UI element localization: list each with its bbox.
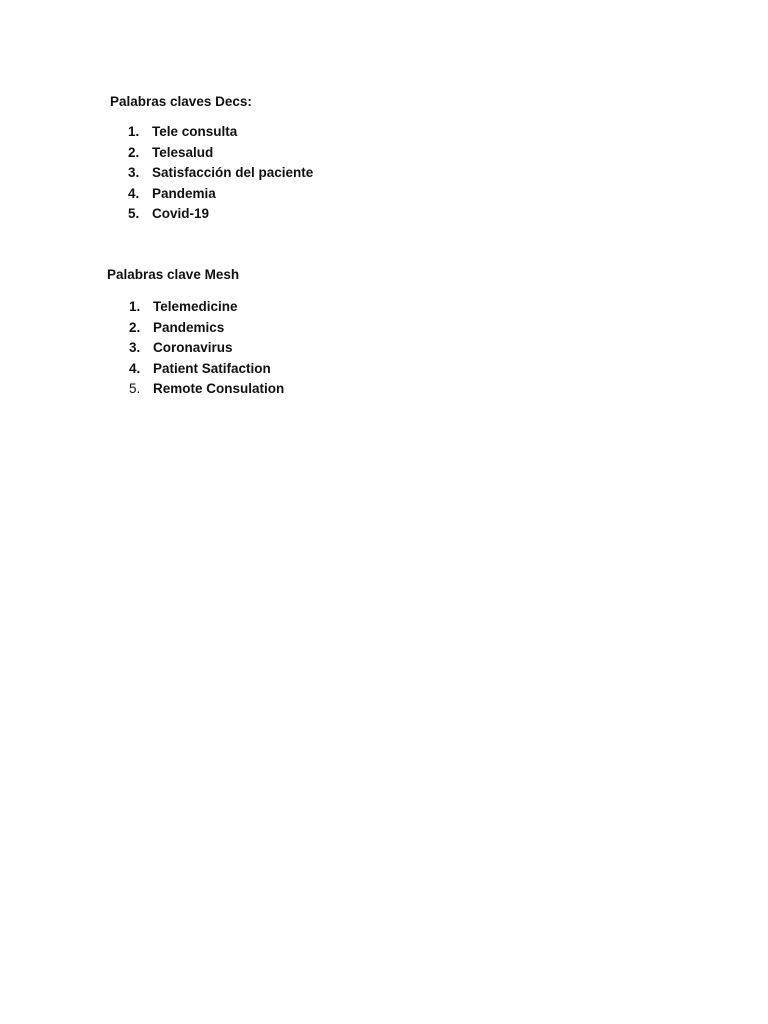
list-number: 1. xyxy=(128,124,140,139)
list-label: Pandemics xyxy=(153,319,225,335)
list-label: Remote Consulation xyxy=(153,381,285,396)
list-label: Telesalud xyxy=(152,144,214,160)
list-number: 4. xyxy=(128,185,140,201)
list-item xyxy=(128,204,313,225)
list-number: 3. xyxy=(129,340,141,355)
list-label: Satisfacción del paciente xyxy=(152,165,314,180)
list-item xyxy=(129,359,284,380)
list-number: 5. xyxy=(128,206,140,221)
list-number: 2. xyxy=(128,144,140,160)
decs-heading: Palabras claves Decs: xyxy=(110,94,252,109)
list-item xyxy=(129,297,284,318)
list-label: Covid-19 xyxy=(152,206,210,221)
decs-keyword-list xyxy=(128,122,313,225)
list-label: Pandemia xyxy=(152,185,216,201)
list-item xyxy=(129,379,284,400)
list-label: Telemedicine xyxy=(153,299,238,314)
list-item xyxy=(129,338,284,359)
list-label: Coronavirus xyxy=(153,340,233,355)
list-label: Tele consulta xyxy=(152,124,238,139)
mesh-heading: Palabras clave Mesh xyxy=(107,267,240,282)
list-item xyxy=(129,318,284,339)
list-item xyxy=(128,163,313,184)
list-number: 4. xyxy=(129,360,141,376)
list-number: 2. xyxy=(129,319,141,335)
list-label: Patient Satifaction xyxy=(153,360,271,376)
list-item xyxy=(128,122,313,143)
decs-keywords-section xyxy=(110,93,314,221)
mesh-keyword-list xyxy=(129,297,284,400)
mesh-keywords-section xyxy=(107,266,285,396)
list-number: 1. xyxy=(129,299,141,314)
list-item xyxy=(128,184,313,205)
list-item xyxy=(128,143,313,164)
list-number: 5. xyxy=(129,381,141,396)
list-number: 3. xyxy=(128,165,140,180)
